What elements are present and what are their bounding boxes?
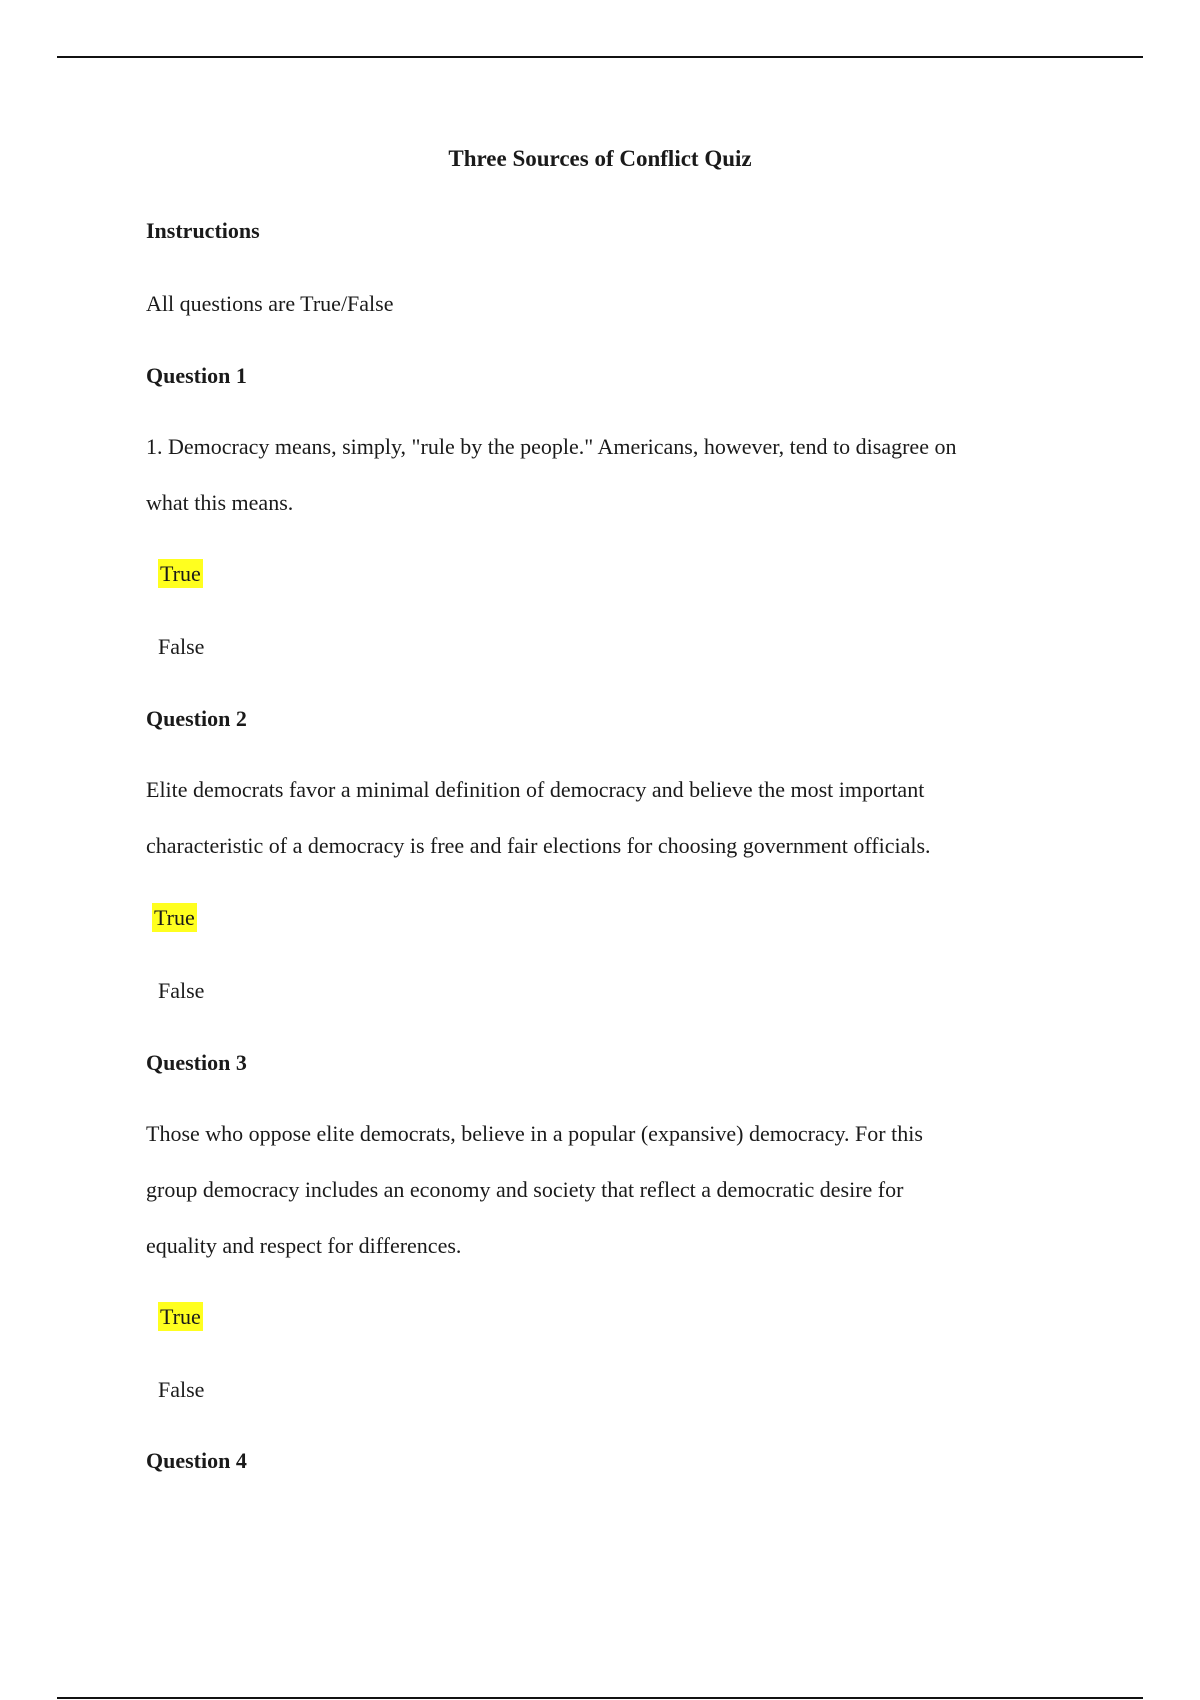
footer-rule bbox=[57, 1697, 1143, 1699]
question-3-option-true bbox=[158, 1302, 203, 1332]
question-1-line-1: 1. Democracy means, simply, "rule by the people." Americans, however, tend to disagree on bbox=[146, 434, 957, 459]
question-2-line-2: characteristic of a democracy is free and fair elections for choosing government officials. bbox=[146, 833, 931, 858]
question-3-option-false: False bbox=[158, 1377, 205, 1402]
answer-highlight: True bbox=[160, 1304, 201, 1329]
question-1-option-true bbox=[158, 559, 203, 589]
question-1-text bbox=[146, 419, 1066, 531]
header-rule bbox=[57, 56, 1143, 58]
document-title: Three Sources of Conflict Quiz bbox=[448, 146, 752, 171]
question-3-heading: Question 3 bbox=[146, 1050, 247, 1075]
question-3-line-3: equality and respect for differences. bbox=[146, 1233, 462, 1258]
question-3-text bbox=[146, 1106, 1066, 1274]
question-2-text bbox=[146, 762, 1066, 874]
question-1-option-false: False bbox=[158, 634, 205, 659]
question-2-option-true bbox=[152, 903, 197, 933]
question-2-option-false: False bbox=[158, 978, 205, 1003]
question-2-heading: Question 2 bbox=[146, 706, 247, 731]
question-4-heading: Question 4 bbox=[146, 1448, 247, 1473]
question-2-line-1: Elite democrats favor a minimal definition of democracy and believe the most important bbox=[146, 777, 925, 802]
instructions-heading: Instructions bbox=[146, 218, 260, 243]
question-1-line-2: what this means. bbox=[146, 490, 294, 515]
question-1-heading: Question 1 bbox=[146, 363, 247, 388]
answer-highlight: True bbox=[154, 905, 195, 930]
question-3-line-2: group democracy includes an economy and society that reflect a democratic desire for bbox=[146, 1177, 904, 1202]
question-3-line-1: Those who oppose elite democrats, believe in a popular (expansive) democracy. For this bbox=[146, 1121, 923, 1146]
answer-highlight: True bbox=[160, 561, 201, 586]
instructions-text: All questions are True/False bbox=[146, 291, 394, 316]
